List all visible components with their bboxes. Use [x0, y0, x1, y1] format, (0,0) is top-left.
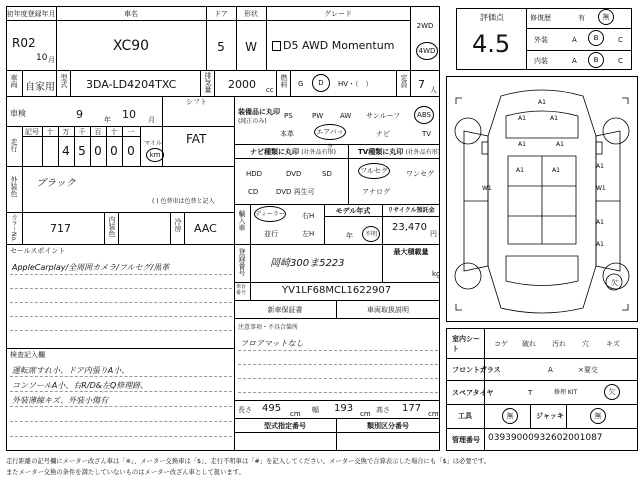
repair-label: 修復歴: [530, 14, 551, 22]
fuel-hv: HV・（ ）: [338, 80, 373, 88]
mileage-unit-km: km: [146, 148, 164, 162]
mileage-digit-5: 0: [127, 144, 135, 158]
diagram-mark-1: A1: [538, 99, 546, 106]
navi-sub: (社外品有形): [301, 149, 336, 156]
height-label: 高さ: [376, 406, 390, 414]
model-year-label: モデル年式: [335, 207, 371, 215]
length-unit: cm: [290, 410, 301, 418]
equipment-subtitle: (純正のみ): [238, 118, 267, 125]
mileage-header-3: 千: [78, 128, 86, 136]
import-left: 左H: [302, 230, 315, 238]
height-unit: cm: [428, 410, 439, 418]
footer-line-1: 走行距離の記号欄にメーター改ざん車は「※」、メーター交換車は「$」、走行不明車は「#」を記入してください。メーター交換で合算表示した場合にも「$」は必要です。: [6, 458, 491, 465]
color-no-value: 717: [50, 222, 71, 235]
navi-dvd: DVD: [286, 170, 302, 178]
import-right: 右H: [302, 212, 315, 220]
doors-label: ドア: [214, 10, 228, 18]
ac-value: AAC: [194, 222, 217, 235]
fuel-g: G: [298, 80, 304, 88]
navi-title-text: ナビ種類に丸印: [250, 148, 299, 156]
max-load-unit: kg: [432, 270, 441, 278]
class-label: 車両: [10, 74, 18, 88]
fuel-label: 燃料: [280, 74, 288, 88]
diagram-mark-5: W1: [482, 185, 492, 192]
tv-sub: (社外品有形): [405, 149, 441, 156]
repair-yes: 有: [578, 14, 585, 22]
first-reg-label: 初年度登録年月: [6, 10, 56, 18]
mileage-header-5: 十: [110, 128, 118, 136]
max-load-label: 最大積載量: [393, 248, 429, 256]
seat-opt-3: 汚れ: [552, 340, 566, 348]
import-dealer: ディーラー: [254, 206, 286, 222]
mileage-header-6: 一: [127, 128, 135, 136]
chassis-label: 車台番号: [236, 284, 247, 296]
equip-abs: ABS: [414, 106, 434, 124]
tv-analog: アナログ: [362, 188, 390, 196]
tv-oneseg: ワンセグ: [406, 170, 434, 178]
vehicle-manual: 車両取扱説明: [367, 306, 409, 314]
model-year-unknown: 不明: [362, 226, 380, 242]
diagram-mark-10: A1: [552, 167, 560, 174]
width-label: 幅: [312, 406, 319, 414]
equip-navi: ナビ: [376, 130, 390, 138]
windshield-label: フロントガラス: [452, 366, 501, 374]
displacement-unit: cc: [266, 86, 274, 94]
interior-grade-a: A: [572, 57, 577, 65]
equip-pw: PW: [312, 112, 324, 120]
inspection-month: 10: [122, 108, 136, 121]
navi-cd: CD: [248, 188, 259, 196]
shape-value: W: [245, 40, 257, 54]
length-label: 長さ: [238, 406, 252, 414]
ac-label: 冷房: [174, 218, 182, 232]
capacity-label: 定員: [400, 74, 408, 88]
mileage-unit-mile: マイル: [144, 140, 162, 147]
mileage-header-1: 十: [46, 128, 54, 136]
type-cert-label: 型式指定番号: [264, 422, 306, 430]
drive-2wd: 2WD: [416, 22, 434, 30]
notes-text: フロアマットなし: [240, 339, 304, 348]
first-reg-value: R02: [12, 36, 36, 50]
shift-label: シフト: [186, 98, 207, 106]
mileage-digit-4: 0: [110, 144, 118, 158]
recycle-value: 23,470: [392, 222, 427, 233]
seat-opt-2: 破れ: [522, 340, 536, 348]
tools-label: 工具: [458, 412, 472, 420]
diagram-mark-2: A1: [518, 115, 526, 122]
exterior-grade-b: B: [588, 30, 604, 46]
grade-label: グレード: [324, 10, 352, 18]
exterior-value: ブラック: [36, 178, 76, 189]
import-label: 輸入車: [238, 210, 246, 231]
inspection-year: 9: [76, 108, 83, 121]
jack-label: ジャッキ: [536, 412, 564, 420]
chassis-value: YV1LF68MCL1622907: [282, 285, 392, 296]
type-value: 3DA-LD4204TXC: [86, 78, 177, 91]
score-value: 4.5: [472, 30, 511, 58]
inspector-label: 検査記入欄: [10, 351, 45, 359]
drive-4wd: 4WD: [416, 42, 438, 60]
diagram-mark-4: A1: [518, 141, 526, 148]
exterior-grade-label: 外装: [534, 36, 548, 44]
tv-title-text: TV種類に丸印: [358, 148, 404, 156]
exterior-note: ( ) 色替車は色替と記入: [152, 198, 215, 205]
equip-ps: PS: [284, 112, 293, 120]
equip-leather: 本革: [280, 130, 294, 138]
navi-dvd-play: DVD 再生可: [276, 188, 315, 196]
windshield-opt-a: A: [548, 366, 553, 374]
mileage-header-0: 記号: [25, 128, 39, 136]
car-diagram: [446, 76, 638, 322]
inspector-line-2: コンソールA小、右R/D&左Q修理跡、: [12, 381, 149, 390]
seat-label: 室内シート: [452, 335, 480, 353]
seat-opt-1: コゲ: [494, 340, 508, 348]
use-value: 自家用: [25, 82, 55, 93]
exterior-grade-c: C: [618, 36, 623, 44]
navi-hdd: HDD: [246, 170, 263, 178]
seat-opt-5: キズ: [606, 340, 620, 348]
registration-value: 岡崎300ま5223: [270, 258, 345, 269]
inspection-month-unit: 月: [148, 116, 155, 124]
recycle-label: リサイクル預託金: [387, 207, 435, 214]
tv-title: [358, 148, 440, 157]
repair-no: 無: [598, 9, 614, 25]
fuel-d: D: [312, 74, 330, 92]
sales-point-label: セールスポイント: [10, 247, 66, 255]
mgmt-value: 03939000932602001087: [488, 433, 603, 443]
mileage-digit-3: 0: [94, 144, 102, 158]
jack-value: 無: [590, 408, 606, 424]
new-car-warranty: 新車保証書: [267, 306, 303, 314]
spare-opt-none: 欠: [604, 384, 620, 400]
inspection-label: 車検: [10, 109, 26, 118]
interior-grade-c: C: [618, 57, 623, 65]
model-value: XC90: [112, 38, 150, 54]
type-label: 型式: [60, 74, 68, 88]
spare-label: スペアタイヤ: [452, 389, 494, 397]
footer-line-2: またメーター交換の条件を満たしていないものはメーター改ざん車として扱います。: [6, 469, 245, 476]
recycle-unit: 円: [430, 230, 437, 238]
mileage-digit-2: 5: [78, 144, 86, 158]
windshield-opt-x: ×要交: [578, 366, 598, 374]
diagram-mark-13: 欠: [611, 279, 618, 287]
mgmt-label: 管理番号: [452, 436, 480, 444]
length-value: 495: [262, 403, 282, 414]
mileage-label: 走行: [10, 138, 18, 152]
model-year-year: 年: [346, 232, 353, 240]
registration-label: 登録番号: [238, 248, 246, 276]
diagram-mark-7: A1: [596, 163, 604, 170]
capacity-value: 7: [418, 78, 425, 91]
equipment-title: 装備品に丸印: [238, 108, 280, 116]
diagram-mark-6: W1: [596, 185, 606, 192]
width-value: 193: [334, 403, 354, 414]
mileage-header-2: 万: [62, 128, 70, 136]
navi-sd: SD: [322, 170, 332, 178]
doors-value: 5: [217, 40, 225, 54]
score-label: 評価点: [480, 13, 504, 22]
spare-opt-t: T: [528, 389, 533, 397]
diagram-mark-11: A1: [596, 219, 604, 226]
import-parallel: 並行: [264, 230, 278, 238]
diagram-mark-12: A1: [596, 241, 604, 248]
height-value: 177: [402, 403, 422, 414]
color-no-label: カラーNo.: [10, 214, 17, 242]
tv-fullseg: フルセグ: [358, 163, 390, 179]
interior-label: 内装色: [108, 216, 116, 237]
mileage-header-4: 百: [94, 128, 102, 136]
grade-value: D5 AWD Momentum: [283, 39, 395, 52]
equip-tv: TV: [422, 130, 432, 138]
first-reg-month-unit: 月: [48, 56, 55, 64]
diagram-mark-3: A1: [550, 115, 558, 122]
class-cert-label: 類別区分番号: [367, 422, 409, 430]
inspector-line-1: 運転席すれ小、ドア内張りA小、: [12, 366, 130, 375]
tools-value: 無: [502, 408, 518, 424]
mileage-digit-1: 4: [62, 144, 70, 158]
width-unit: cm: [360, 410, 371, 418]
displacement-label: 排気量: [204, 72, 212, 93]
notes-label: 注意事項・不具合箇所: [238, 324, 299, 331]
interior-grade-b: B: [588, 52, 604, 68]
seat-opt-4: 穴: [582, 340, 589, 348]
equip-sunroof: サンルーフ: [366, 112, 401, 120]
exterior-label: 外装色: [10, 176, 18, 197]
spare-opt-kit: 修理 KIT: [554, 389, 578, 396]
displacement-value: 2000: [228, 78, 256, 91]
diagram-mark-8: A1: [556, 141, 564, 148]
exterior-grade-a: A: [572, 36, 577, 44]
first-reg-month: 10: [36, 53, 48, 63]
interior-grade-label: 内装: [534, 57, 548, 65]
model-label: 車名: [124, 10, 138, 18]
capacity-unit: 人: [430, 86, 437, 94]
navi-title: [250, 148, 336, 157]
equip-aw: AW: [340, 112, 352, 120]
shift-value: FAT: [186, 132, 207, 146]
grade-checkbox: [272, 41, 281, 51]
inspection-year-unit: 年: [104, 116, 111, 124]
inspector-line-3: 外装薄線キズ、外装小傷有: [12, 396, 109, 405]
sales-point-text: AppleCarplay/全周囲カメラ/フルセグ/黒革: [12, 263, 170, 272]
equip-airbag: エアバック: [314, 124, 346, 140]
diagram-mark-9: A1: [516, 167, 524, 174]
shape-label: 形状: [244, 10, 258, 18]
